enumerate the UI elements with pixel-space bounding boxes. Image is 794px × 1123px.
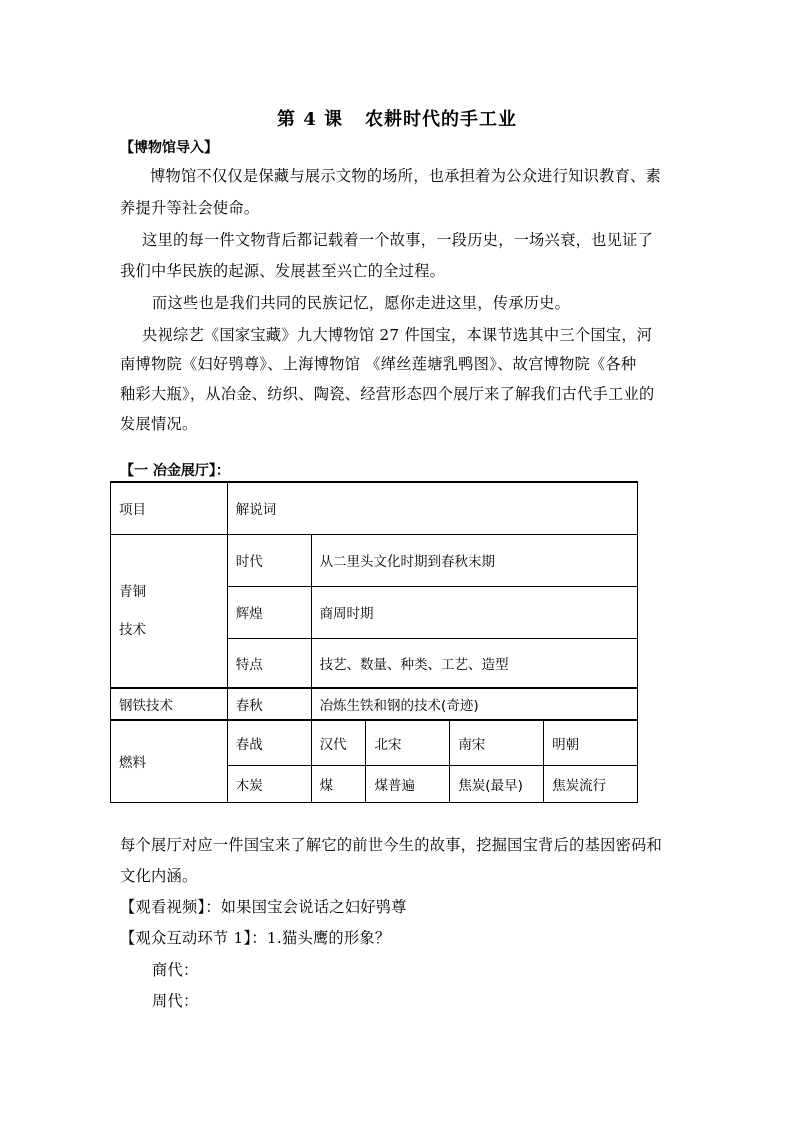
- metallurgy-hall-heading: 【一 冶金展厅】：: [120, 463, 230, 479]
- fuel-label-cell: 燃料: [111, 720, 228, 802]
- metallurgy-table: [110, 481, 638, 803]
- table-header-row: [111, 482, 638, 534]
- bronze-feature-value: 技艺、数量、种类、工艺、造型: [311, 638, 637, 688]
- fuel-period-cell: 明朝: [544, 720, 638, 765]
- zhou-dynasty-label: 周代：: [152, 992, 199, 1010]
- page-title: [0, 105, 794, 131]
- table-row: [111, 534, 638, 586]
- bronze-era-key: 时代: [227, 534, 311, 586]
- intro-paragraph-4-line-4: 发展情况。: [120, 415, 198, 433]
- fuel-period-cell: 春战: [227, 720, 311, 765]
- lesson-name: 农耕时代的手工业: [365, 109, 518, 130]
- intro-paragraph-4-line-3: 釉彩大瓶》，从冶金、纺织、陶瓷、经营形态四个展厅来了解我们古代手工业的: [120, 385, 655, 403]
- intro-paragraph-2-line-2: 我们中华民族的起源、发展甚至兴亡的全过程。: [120, 262, 446, 280]
- steel-period-cell: 春秋: [227, 688, 311, 720]
- bronze-peak-value: 商周时期: [311, 586, 637, 638]
- intro-paragraph-4-line-2: 南博物院《妇好鸮尊》、上海博物馆 《缂丝莲塘乳鸭图》、故宫博物院《各种: [120, 355, 637, 373]
- watch-video-line: 【观看视频】：如果国宝会说话之妇好鸮尊: [120, 898, 407, 916]
- bronze-label-line-1: 青铜: [119, 583, 146, 600]
- fuel-type-cell: 焦炭(最早): [450, 765, 544, 802]
- header-commentary-cell: 解说词: [227, 482, 637, 534]
- intro-paragraph-1-line-2: 养提升等社会使命。: [120, 199, 260, 217]
- intro-paragraph-3: 而这些也是我们共同的民族记忆，愿你走进这里，传承历史。: [152, 294, 571, 312]
- table-row: [111, 688, 638, 720]
- bronze-feature-key: 特点: [227, 638, 311, 688]
- fuel-period-cell: 汉代: [311, 720, 366, 765]
- bronze-era-value: 从二里头文化时期到春秋末期: [311, 534, 637, 586]
- shang-dynasty-label: 商代：: [152, 961, 199, 979]
- intro-paragraph-1-line-1: 博物馆不仅仅是保藏与展示文物的场所，也承担着为公众进行知识教育、素: [150, 167, 662, 185]
- outro-paragraph-line-1: 每个展厅对应一件国宝来了解它的前世今生的故事，挖掘国宝背后的基因密码和: [120, 836, 663, 854]
- bronze-peak-key: 辉煌: [227, 586, 311, 638]
- bronze-tech-label-cell: [111, 534, 228, 688]
- audience-interaction-line: 【观众互动环节 1】：1.猫头鹰的形象？: [120, 929, 391, 947]
- outro-paragraph-line-2: 文化内涵。: [120, 867, 198, 885]
- intro-paragraph-2-line-1: 这里的每一件文物背后都记载着一个故事，一段历史，一场兴衰，也见证了: [142, 231, 654, 249]
- bronze-label-line-2: 技术: [119, 621, 146, 638]
- fuel-type-cell: 木炭: [227, 765, 311, 802]
- table-row: [111, 720, 638, 765]
- steel-description-cell: 冶炼生铁和钢的技术(奇迹): [311, 688, 637, 720]
- museum-intro-heading: 【博物馆导入】: [120, 140, 218, 156]
- fuel-type-cell: 焦炭流行: [544, 765, 638, 802]
- fuel-type-cell: 煤: [311, 765, 366, 802]
- header-item-cell: 项目: [111, 482, 228, 534]
- lesson-number: 第 4 课: [276, 109, 344, 130]
- fuel-period-cell: 北宋: [366, 720, 450, 765]
- intro-paragraph-4-line-1: 央视综艺《国家宝藏》九大博物馆 27 件国宝，本课节选其中三个国宝，河: [142, 326, 653, 344]
- fuel-period-cell: 南宋: [450, 720, 544, 765]
- steel-tech-label-cell: 钢铁技术: [111, 688, 228, 720]
- fuel-type-cell: 煤普遍: [366, 765, 450, 802]
